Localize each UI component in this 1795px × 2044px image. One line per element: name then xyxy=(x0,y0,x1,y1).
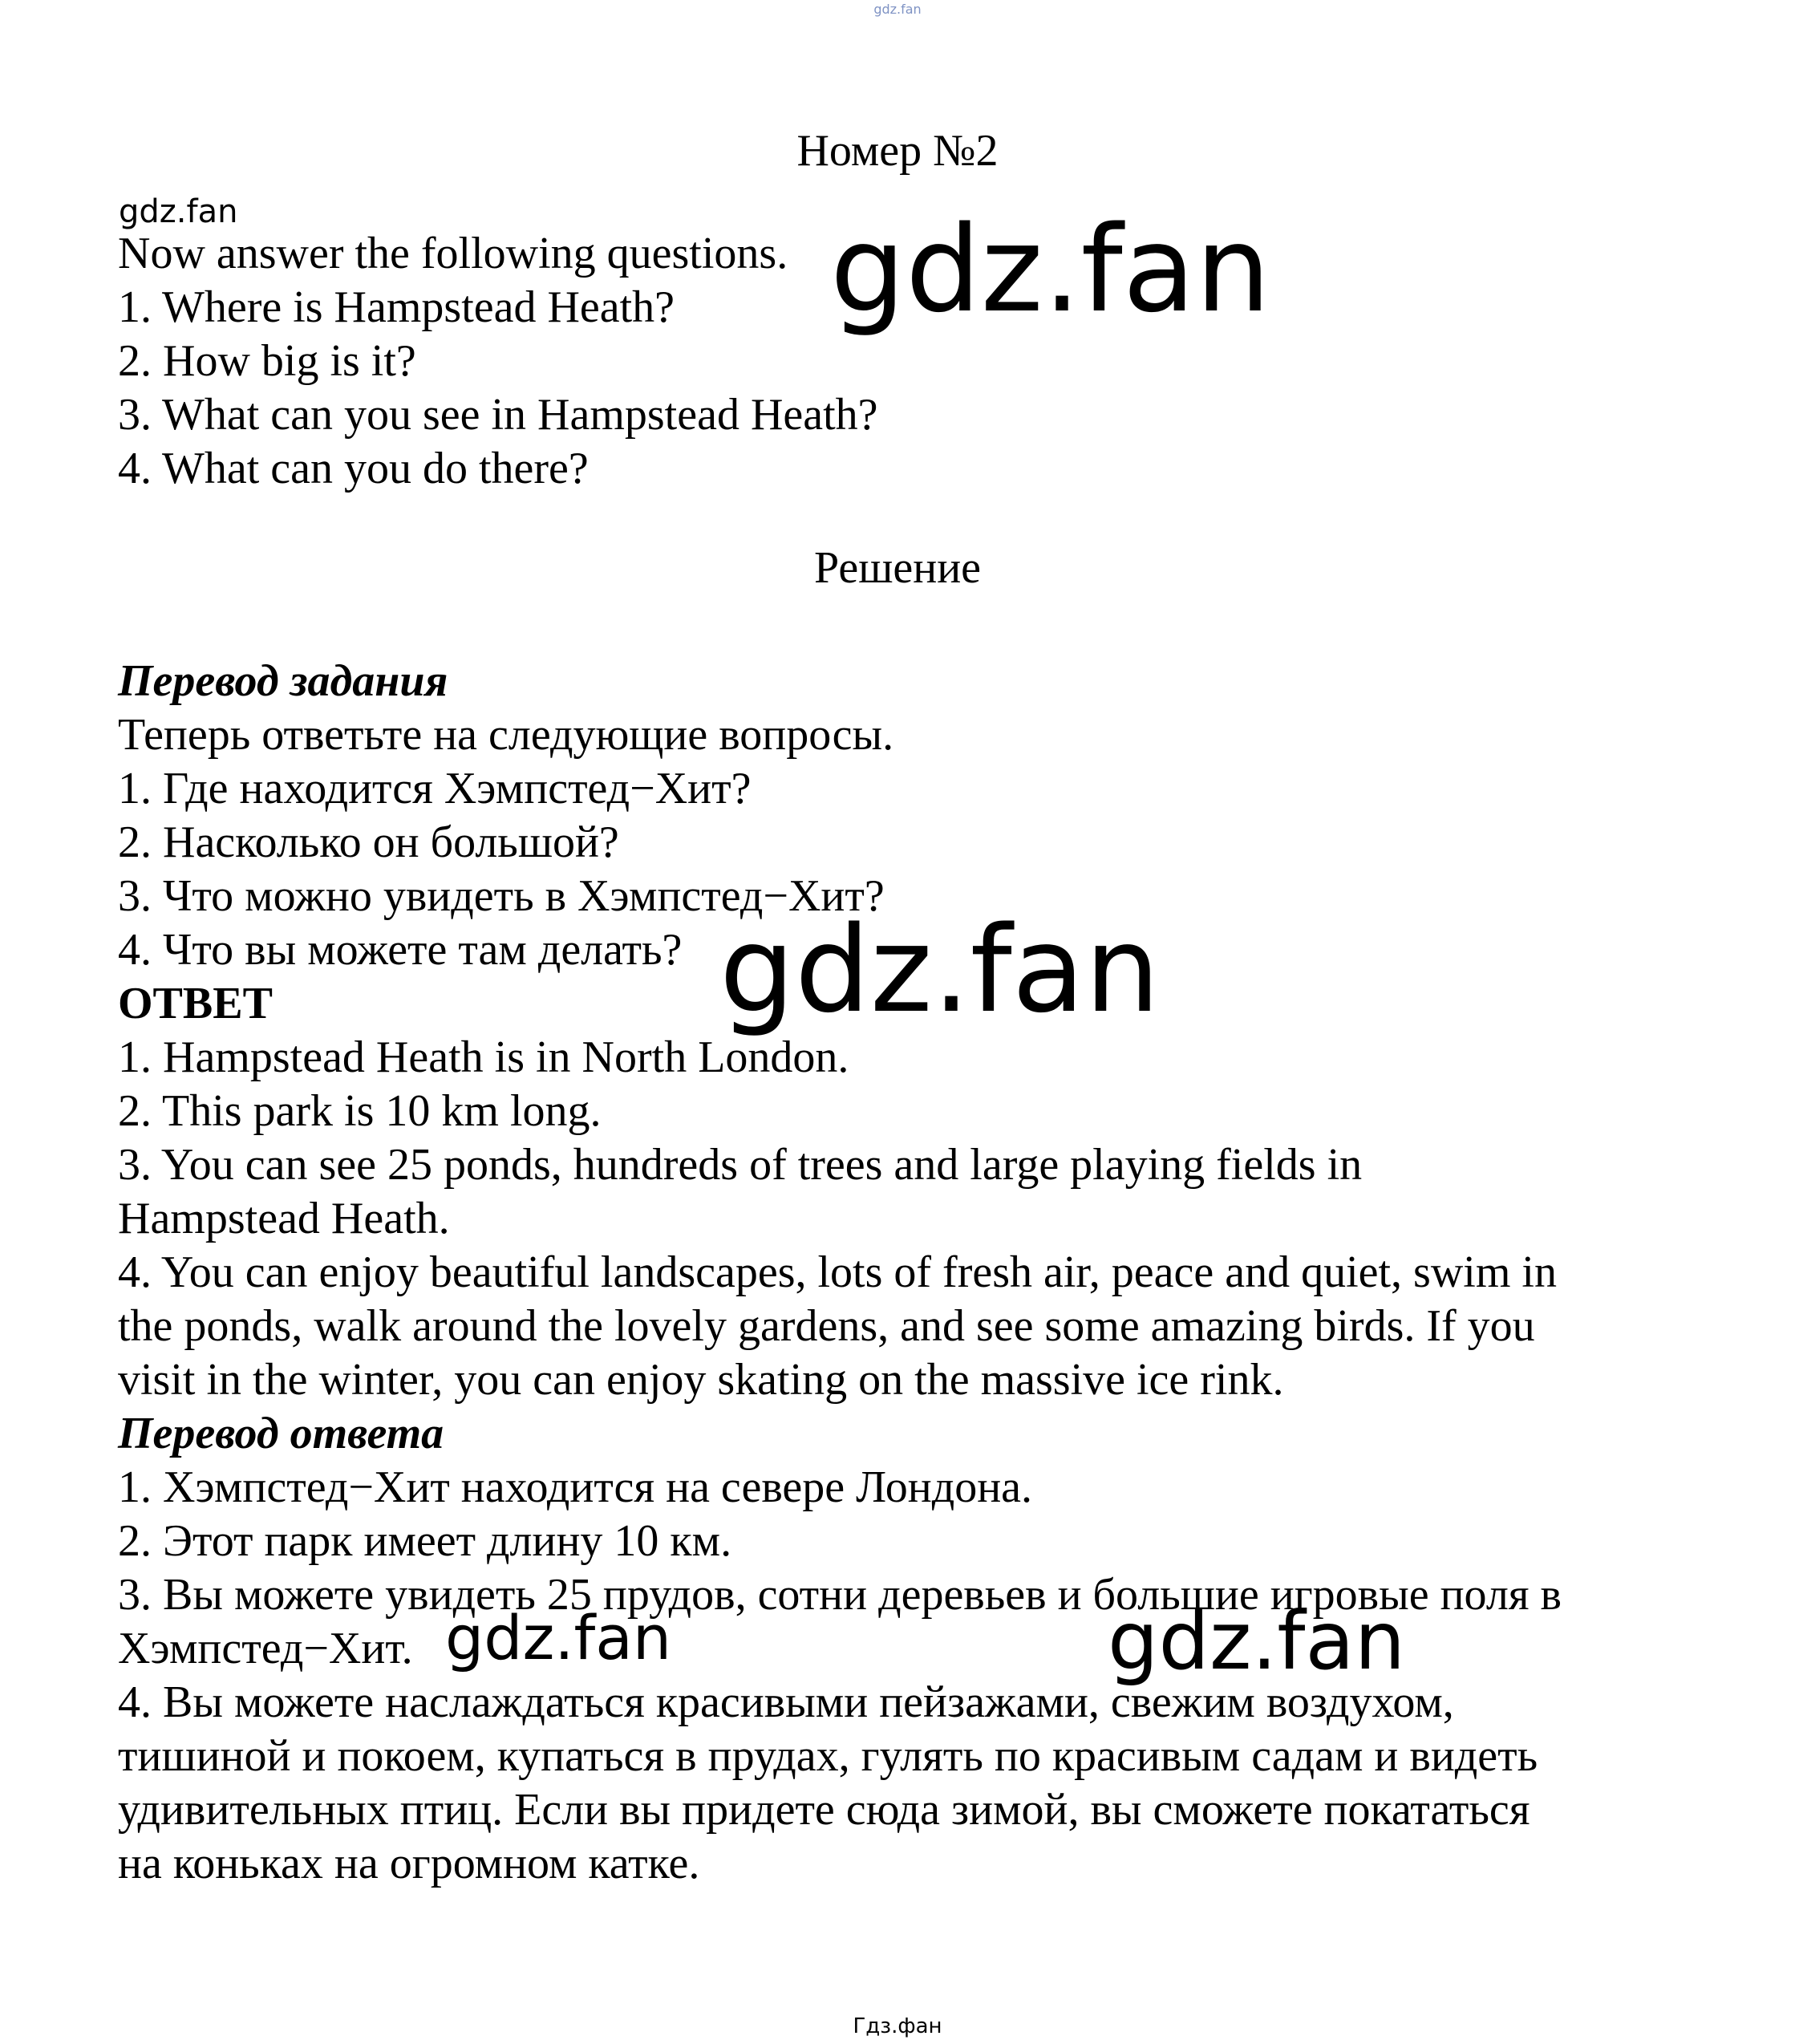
top-watermark: gdz.fan xyxy=(873,2,922,17)
answer-translation-line: 4. Вы можете наслаждаться красивыми пейзажами, свежим воздухом, xyxy=(118,1677,1454,1727)
questions-intro: Now answer the following questions. xyxy=(118,229,788,278)
large-watermark: gdz.fan xyxy=(830,201,1271,339)
watermark: gdz.fan xyxy=(1108,1594,1406,1688)
answer-line: visit in the winter, you can enjoy skating on the massive ice rink. xyxy=(118,1355,1284,1405)
answer-translation-line: на коньках на огромном катке. xyxy=(118,1839,700,1888)
answer-line: Hampstead Heath. xyxy=(118,1194,450,1243)
task-translation-item: 2. Насколько он большой? xyxy=(118,817,619,867)
answer-translation-line: 1. Хэмпстед−Хит находится на севере Лондона. xyxy=(118,1462,1033,1512)
answer-section xyxy=(118,977,1722,1891)
question-item: 1. Where is Hampstead Heath? xyxy=(118,282,675,332)
small-watermark: gdz.fan xyxy=(119,193,238,230)
bottom-watermark: Гдз.фан xyxy=(853,2014,942,2038)
answer-line: the ponds, walk around the lovely gardens, and see some amazing birds. If you xyxy=(118,1301,1535,1351)
large-watermark: gdz.fan xyxy=(719,901,1161,1039)
answer-translation-line: 2. Этот парк имеет длину 10 км. xyxy=(118,1516,732,1566)
page-title: Номер №2 xyxy=(796,126,999,176)
task-translation-intro: Теперь ответьте на следующие вопросы. xyxy=(118,710,894,760)
answer-line: 3. You can see 25 ponds, hundreds of trees and large playing fields in xyxy=(118,1140,1363,1190)
question-item: 2. How big is it? xyxy=(118,336,416,386)
answer-line: 2. This park is 10 km long. xyxy=(118,1086,602,1136)
question-item: 4. What can you do there? xyxy=(118,444,589,493)
task-translation-item: 4. Что вы можете там делать? xyxy=(118,925,683,975)
answer-translation-line: Хэмпстед−Хит. xyxy=(118,1624,413,1673)
question-item: 3. What can you see in Hampstead Heath? xyxy=(118,390,878,440)
answer-translation-heading: Перевод ответа xyxy=(118,1409,444,1458)
task-translation-heading: Перевод задания xyxy=(118,656,448,706)
watermark: gdz.fan xyxy=(445,1602,672,1673)
answer-heading: ОТВЕТ xyxy=(118,979,273,1028)
answer-line: 1. Hampstead Heath is in North London. xyxy=(118,1032,849,1082)
task-translation-item: 1. Где находится Хэмпстед−Хит? xyxy=(118,764,752,813)
answer-translation-line: 3. Вы можете увидеть 25 прудов, сотни деревьев и большие игровые поля в xyxy=(118,1570,1562,1620)
answer-translation-line: удивительных птиц. Если вы придете сюда зимой, вы сможете покататься xyxy=(118,1785,1530,1835)
task-translation-item: 3. Что можно увидеть в Хэмпстед−Хит? xyxy=(118,871,885,921)
answer-line: 4. You can enjoy beautiful landscapes, lots of fresh air, peace and quiet, swim in xyxy=(118,1247,1557,1297)
answer-translation-line: тишиной и покоем, купаться в прудах, гулять по красивым садам и видеть xyxy=(118,1731,1538,1781)
solution-label: Решение xyxy=(813,543,982,593)
